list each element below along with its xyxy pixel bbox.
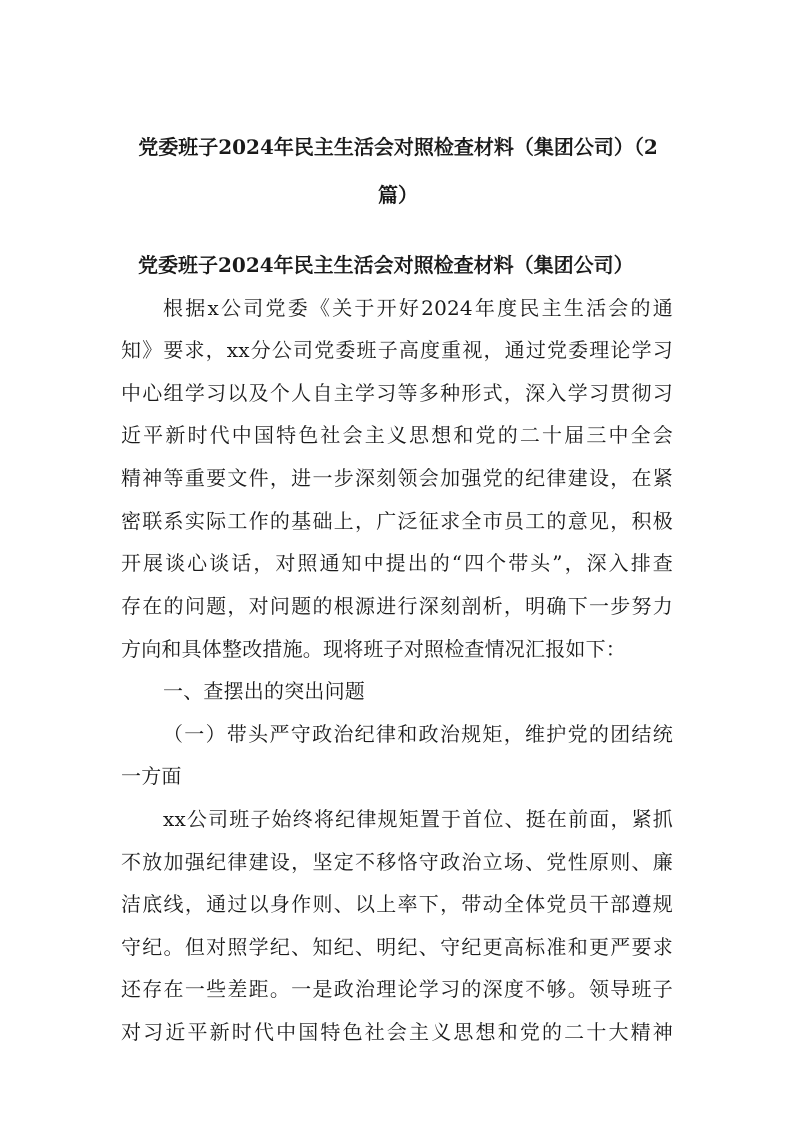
paragraph-line: xx公司班子始终将纪律规矩置于首位、挺在前面，紧抓 [163,807,673,831]
paragraph-line: 精神等重要文件，进一步深刻领会加强党的纪律建设，在紧 [121,466,673,490]
paragraph-line: 密联系实际工作的基础上，广泛征求全市员工的意见，积极 [121,509,673,533]
section-title: 党委班子2024年民主生活会对照检查材料（集团公司） [138,253,634,277]
paragraph-line: 开展谈心谈话，对照通知中提出的“四个带头”，深入排查 [121,551,673,575]
paragraph-line: 知》要求，xx分公司党委班子高度重视，通过党委理论学习 [121,338,673,362]
document-title-line-2: 篇） [378,183,418,207]
paragraph-line: 中心组学习以及个人自主学习等多种形式，深入学习贯彻习 [121,381,673,405]
paragraph-line: 存在的问题，对问题的根源进行深刻剖析，明确下一步努力 [121,594,673,618]
subsection-heading: 一方面 [121,764,182,788]
paragraph-line: 守纪。但对照学纪、知纪、明纪、守纪更高标准和更严要求 [121,935,673,959]
paragraph-line: 方向和具体整改措施。现将班子对照检查情况汇报如下： [121,637,626,661]
paragraph-line: 根据x公司党委《关于开好2024年度民主生活会的通 [163,296,673,320]
paragraph-line: 不放加强纪律建设，坚定不移恪守政治立场、党性原则、廉 [121,850,673,874]
paragraph-line: 近平新时代中国特色社会主义思想和党的二十届三中全会 [121,423,673,447]
subsection-heading: （一）带头严守政治纪律和政治规矩，维护党的团结统 [163,722,673,746]
section-heading: 一、查摆出的突出问题 [163,679,365,703]
document-title-line-1: 党委班子2024年民主生活会对照检查材料（集团公司）（2 [138,135,658,159]
paragraph-line: 对习近平新时代中国特色社会主义思想和党的二十大精神 [121,1020,673,1044]
paragraph-line: 还存在一些差距。一是政治理论学习的深度不够。领导班子 [121,977,673,1001]
paragraph-line: 洁底线，通过以身作则、以上率下，带动全体党员干部遵规 [121,892,673,916]
